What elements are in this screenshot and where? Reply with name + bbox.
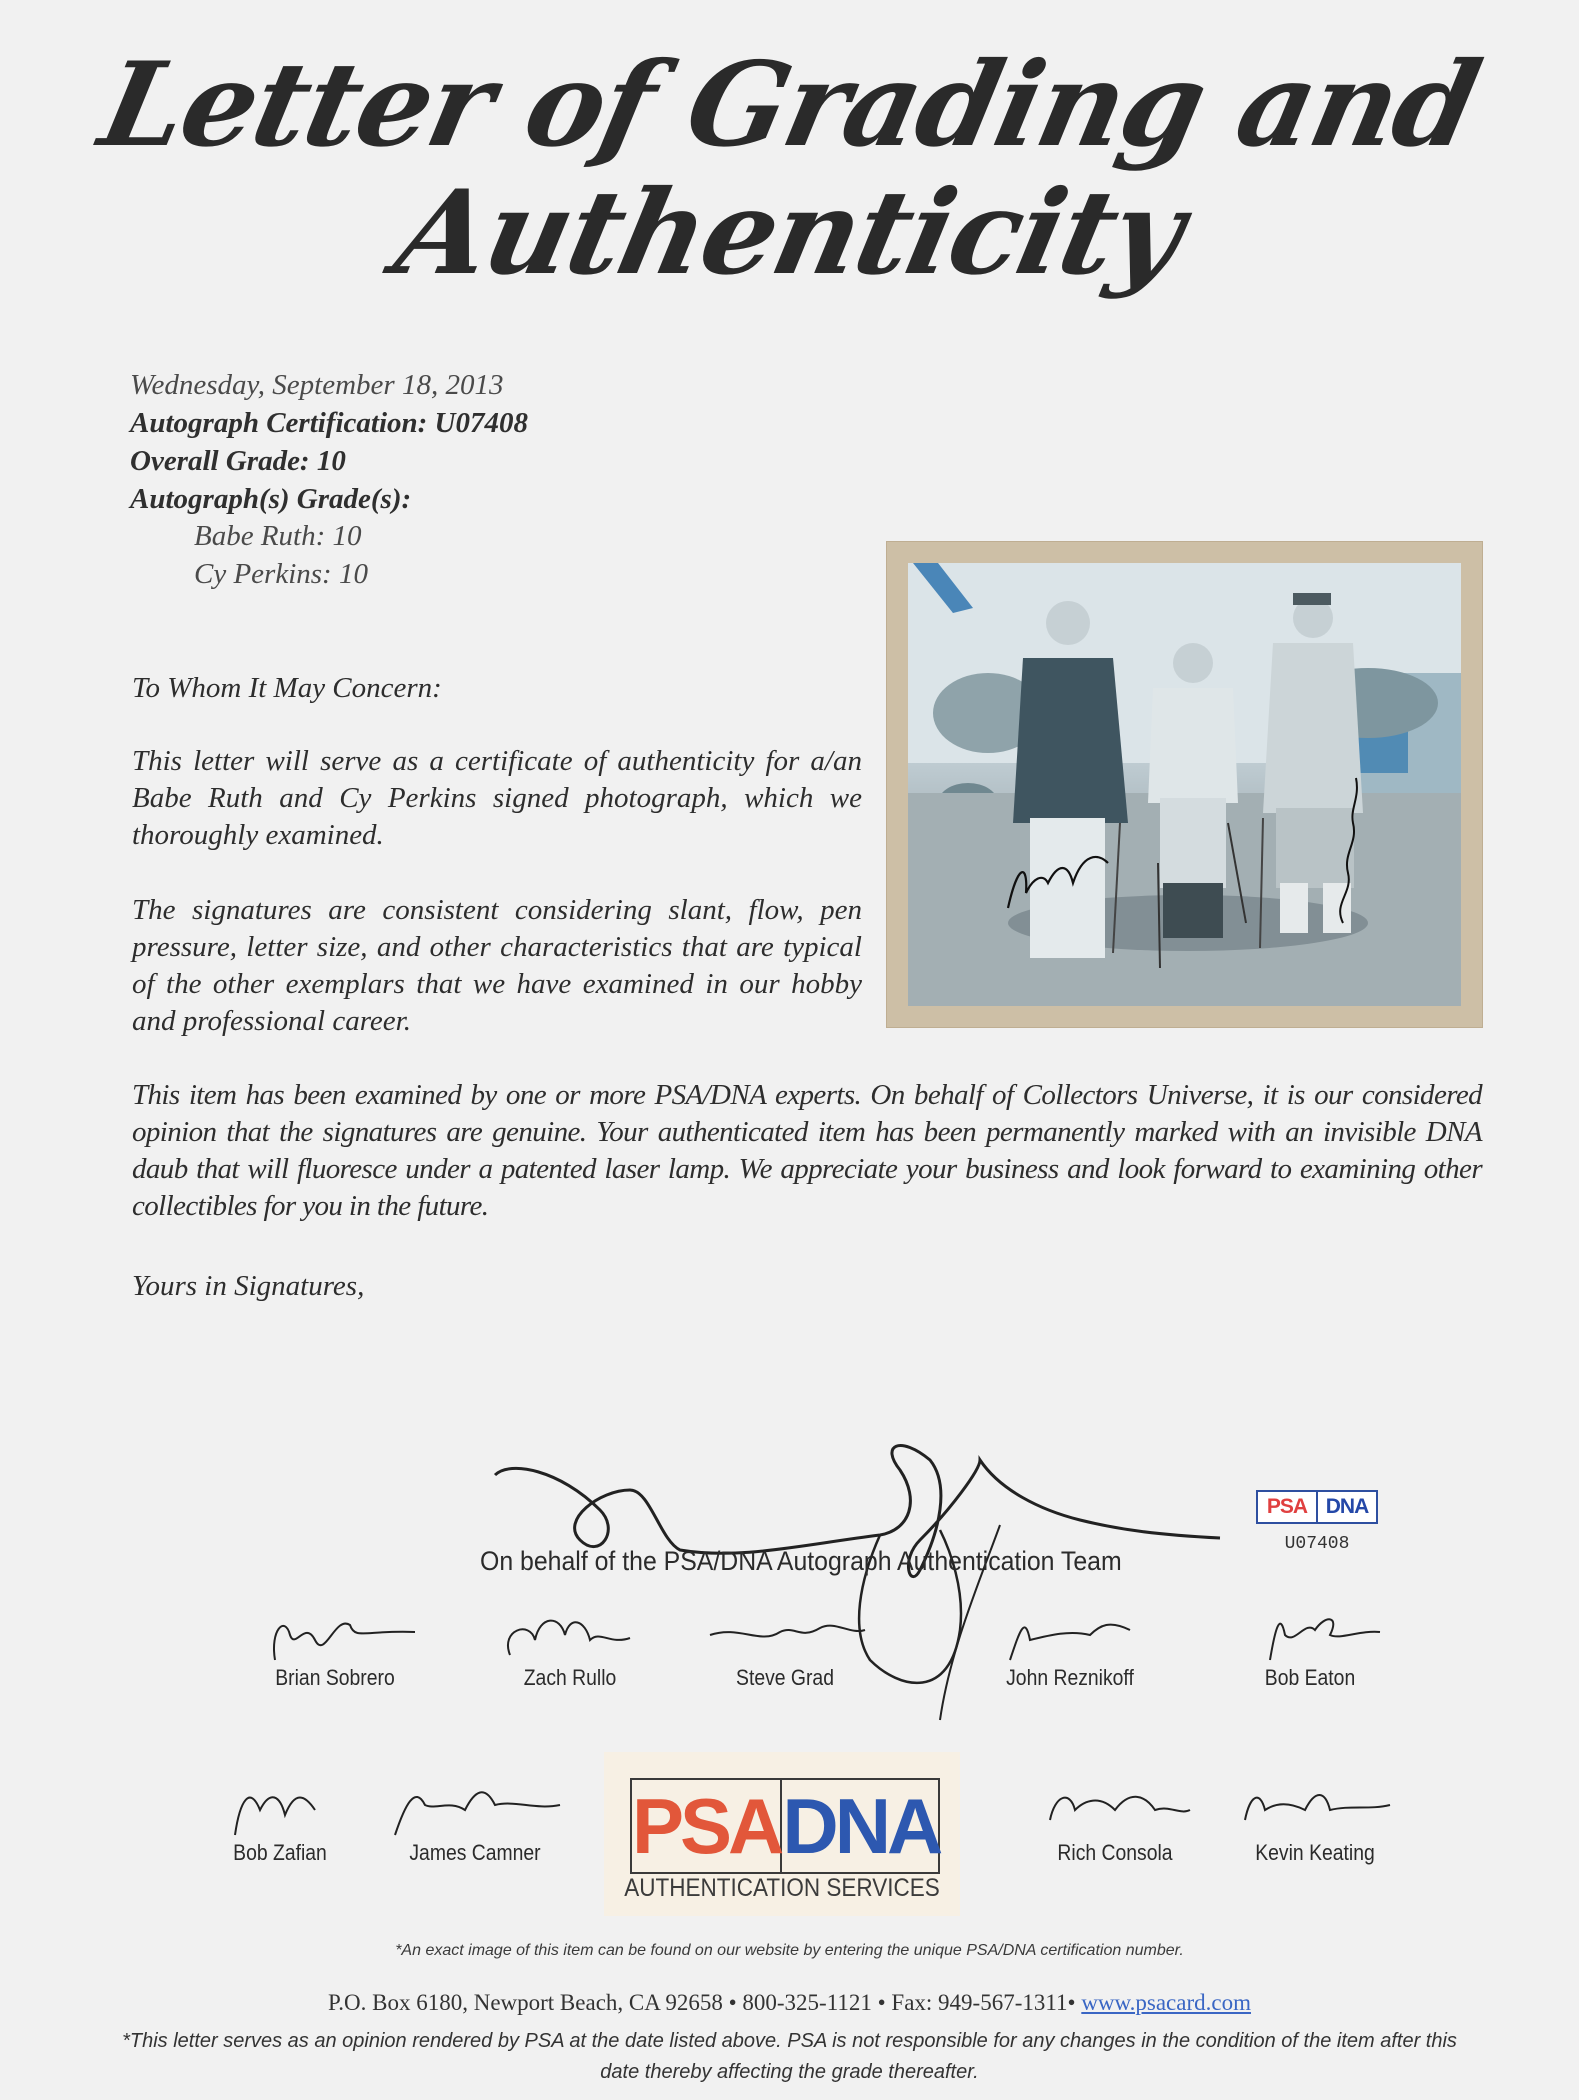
logo-dna-text: DNA — [782, 1781, 940, 1870]
authenticator-name: Zach Rullo — [523, 1665, 617, 1690]
authenticator-zach-rullo — [490, 1610, 650, 1691]
document-title-line-2: Authenticity — [385, 165, 1194, 301]
grade-babe-ruth: Babe Ruth: 10 — [194, 520, 362, 552]
closing: Yours in Signatures, — [132, 1270, 365, 1302]
seal-dna-text: DNA — [1325, 1495, 1369, 1518]
authenticator-name: Kevin Keating — [1255, 1840, 1375, 1865]
seal-psa-text: PSA — [1258, 1492, 1318, 1522]
photograph-image-icon — [908, 563, 1461, 1006]
authentication-team-line: On behalf of the PSA/DNA Autograph Authentication Team — [480, 1546, 1122, 1576]
signature-icon — [1230, 1610, 1390, 1665]
authenticator-bob-eaton — [1230, 1610, 1390, 1691]
authenticator-brian-sobrero — [255, 1610, 415, 1691]
authenticator-name: Bob Zafian — [233, 1840, 327, 1865]
authenticator-name: James Camner — [409, 1840, 541, 1865]
authenticator-james-camner — [375, 1780, 575, 1866]
body-paragraph-1: This letter will serve as a certificate of authenticity for a/an Babe Ruth and Cy Perkins signed photograph, which we thoroughly examined. — [132, 745, 862, 851]
signature-icon — [980, 1610, 1160, 1665]
authenticator-name: John Reznikoff — [1006, 1665, 1134, 1690]
footer-address — [0, 1990, 1579, 2016]
overall-grade: Overall Grade: 10 — [130, 445, 346, 477]
authenticator-name: Rich Consola — [1057, 1840, 1173, 1865]
signature-icon — [375, 1780, 575, 1840]
document-title-line-1: Letter of Grading and — [89, 37, 1490, 173]
authenticator-name: Brian Sobrero — [275, 1665, 395, 1690]
psa-dna-logo — [604, 1752, 960, 1916]
psa-dna-logo-box — [630, 1778, 940, 1874]
signature-icon — [205, 1780, 355, 1840]
authenticator-bob-zafian — [205, 1780, 355, 1866]
footer-disclaimer: *This letter serves as an opinion rendered by PSA at the date listed above. PSA is not responsible for any changes in the condition of the item after this date thereby affecting the grade thereafter. — [122, 2030, 1457, 2083]
grade-cy-perkins: Cy Perkins: 10 — [194, 558, 368, 590]
footer-note: *An exact image of this item can be found on our website by entering the unique PSA/DNA certification number. — [395, 1942, 1184, 1959]
autograph-grades-label: Autograph(s) Grade(s): — [130, 483, 412, 515]
footer-address-text: P.O. Box 6180, Newport Beach, CA 92658 • 800-325-1121 • Fax: 949-567-1311• — [328, 1990, 1082, 2015]
psa-dna-seal — [1252, 1490, 1382, 1560]
body-paragraph-2: The signatures are consistent considering slant, flow, pen pressure, letter size, and other characteristics that are typical of the other exemplars that we have examined in our hobby and professional career. — [132, 894, 862, 1037]
psa-dna-seal-logo — [1256, 1490, 1378, 1524]
signed-photograph-frame — [886, 541, 1483, 1028]
authenticator-rich-consola — [1030, 1780, 1200, 1866]
signed-photograph — [908, 563, 1461, 1006]
logo-psa-text: PSA — [632, 1780, 782, 1872]
seal-certification-number: U07408 — [1284, 1534, 1350, 1554]
signature-icon — [700, 1610, 870, 1665]
body-paragraph-3: This item has been examined by one or more PSA/DNA experts. On behalf of Collectors Universe, it is our considered opinion that the signatures are genuine. Your authenticated item has been permanently marked with an invisible DNA daub that will fluoresce under a patented laser lamp. We appreciate your business and look forward to examining other collectibles for you in the future. — [132, 1079, 1482, 1222]
website-link[interactable]: www.psacard.com — [1081, 1990, 1251, 2015]
logo-subtitle: AUTHENTICATION SERVICES — [624, 1874, 940, 1902]
authenticator-steve-grad — [700, 1610, 870, 1691]
signature-icon — [490, 1610, 650, 1665]
signature-icon — [255, 1610, 415, 1665]
letter-date: Wednesday, September 18, 2013 — [130, 369, 504, 401]
signature-icon — [1030, 1780, 1200, 1840]
authenticator-name: Bob Eaton — [1264, 1665, 1356, 1690]
signature-icon — [1230, 1780, 1400, 1840]
authenticator-name: Steve Grad — [736, 1665, 834, 1690]
authenticator-john-reznikoff — [980, 1610, 1160, 1691]
salutation: To Whom It May Concern: — [132, 672, 442, 704]
certification-number: Autograph Certification: U07408 — [130, 407, 528, 439]
authenticator-kevin-keating — [1230, 1780, 1400, 1866]
